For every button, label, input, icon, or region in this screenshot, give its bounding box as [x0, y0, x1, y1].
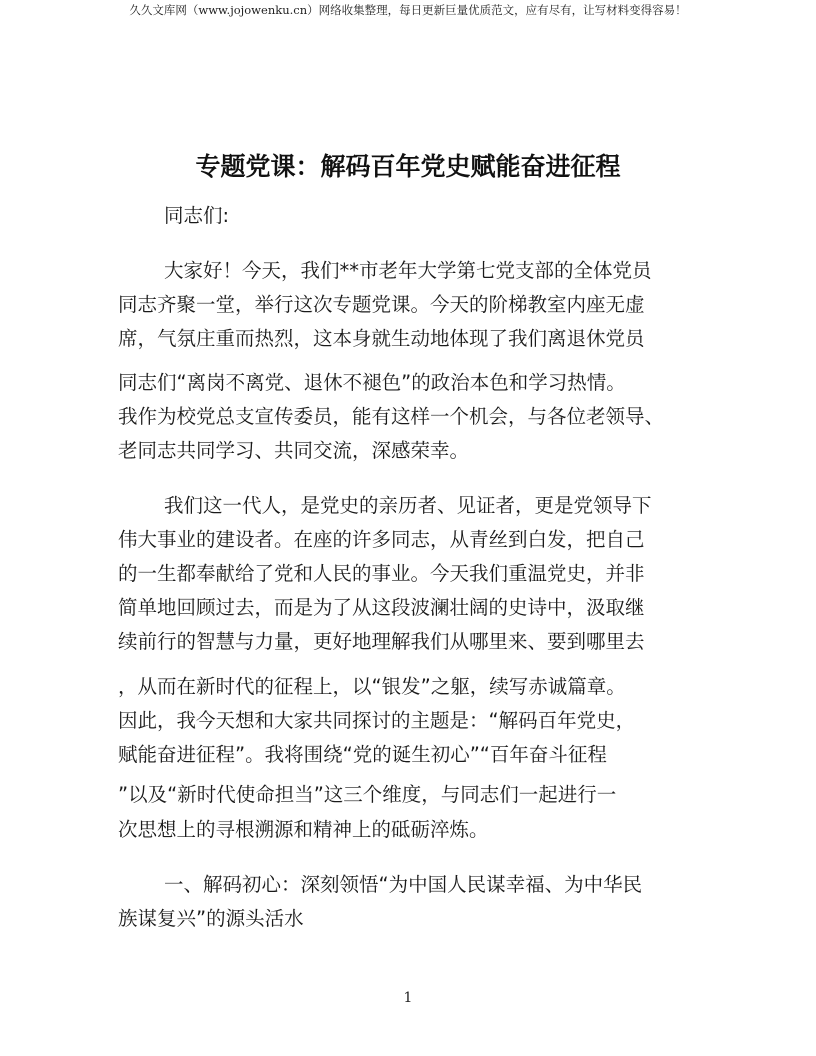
- paragraph-line: 伟大事业的建设者。在座的许多同志，从青丝到白发，把自己: [118, 528, 645, 551]
- paragraph-line: 简单地回顾过去，而是为了从这段波澜壮阔的史诗中，汲取继: [118, 596, 645, 619]
- paragraph-line: 席，气氛庄重而热烈，这本身就生动地体现了我们离退休党员: [118, 327, 645, 350]
- header-banner: 久久文库网（www.jojowenku.cn）网络收集整理，每日更新巨量优质范文，应有尽有，让写材料变得容易！: [129, 3, 687, 17]
- page-number: 1: [403, 990, 413, 1006]
- document-title: 专题党课：解码百年党史赋能奋进征程: [195, 152, 621, 181]
- section-heading-line: 一、解码初心：深刻领悟“为中国人民谋幸福、为中华民: [164, 873, 643, 896]
- paragraph-line: 因此，我今天想和大家共同探讨的主题是：“解码百年党史，: [118, 709, 636, 732]
- paragraph-line: 的一生都奉献给了党和人民的事业。今天我们重温党史，并非: [118, 562, 645, 585]
- section-heading-line: 族谋复兴”的源头活水: [118, 907, 304, 930]
- paragraph-line: 次思想上的寻根溯源和精神上的砥砺淬炼。: [118, 818, 489, 841]
- paragraph-line: 同志齐聚一堂，举行这次专题党课。今天的阶梯教室内座无虚: [118, 293, 645, 316]
- paragraph-line: ”以及“新时代使命担当”这三个维度，与同志们一起进行一: [118, 783, 617, 806]
- paragraph-line: ，从而在新时代的征程上，以“银发”之躯，续写赤诚篇章。: [118, 675, 626, 698]
- paragraph-line: 续前行的智慧与力量，更好地理解我们从哪里来、要到哪里去: [118, 630, 645, 653]
- salutation: 同志们:: [164, 204, 230, 227]
- paragraph-line: 我作为校党总支宣传委员，能有这样一个机会，与各位老领导、: [118, 405, 665, 428]
- paragraph-line: 赋能奋进征程”。我将围绕“党的诞生初心”“百年奋斗征程: [118, 743, 607, 766]
- paragraph-line: 我们这一代人，是党史的亲历者、见证者，更是党领导下: [164, 494, 652, 517]
- paragraph-line: 同志们“离岗不离党、退休不褪色”的政治本色和学习热情。: [118, 371, 626, 394]
- paragraph-line: 大家好！今天，我们**市老年大学第七党支部的全体党员: [164, 259, 652, 282]
- paragraph-line: 老同志共同学习、共同交流，深感荣幸。: [118, 439, 470, 462]
